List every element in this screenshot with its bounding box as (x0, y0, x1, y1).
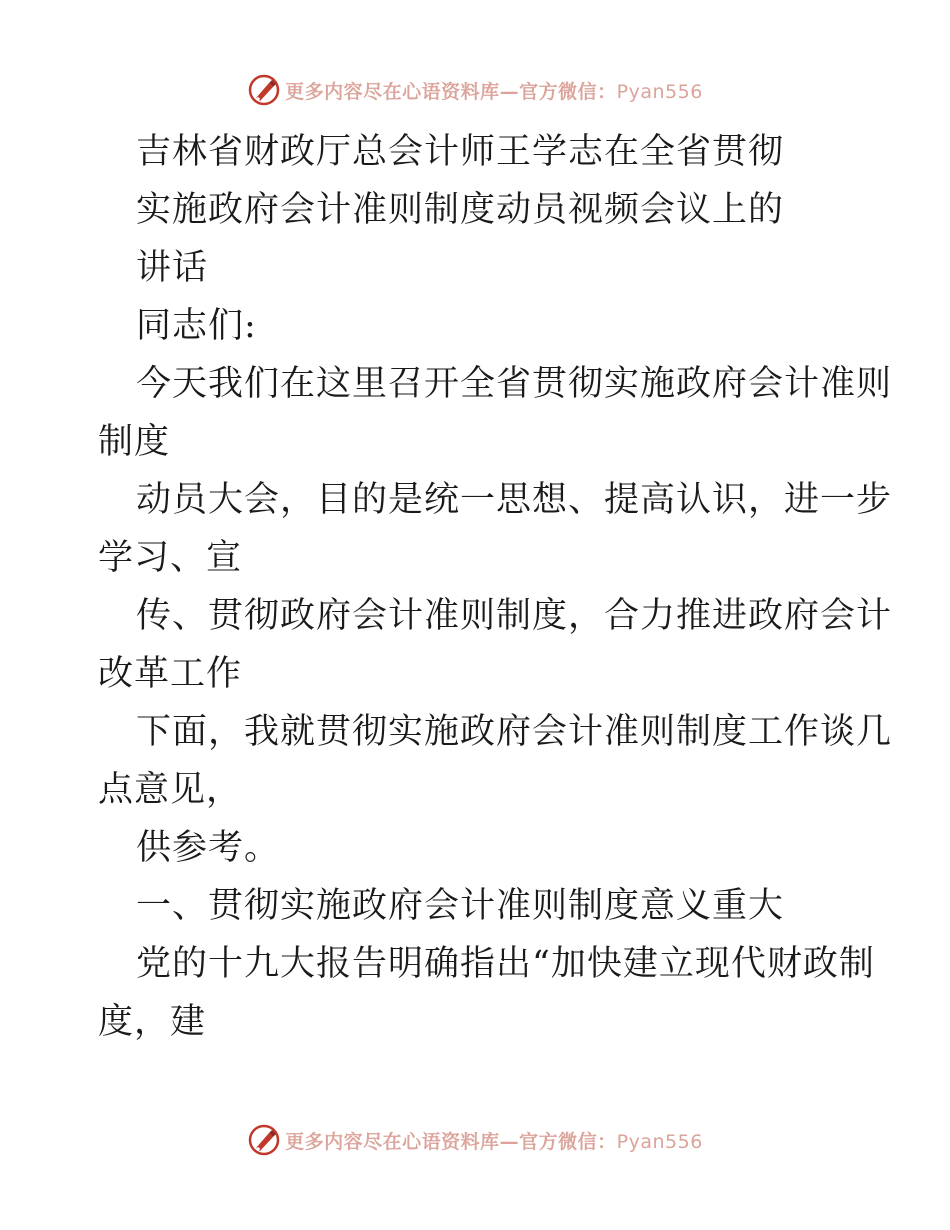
pen-seal-icon (247, 1123, 281, 1157)
title-line-1: 吉林省财政厅总会计师王学志在全省贯彻 (136, 132, 785, 172)
salutation: 同志们: (136, 306, 257, 346)
footer-watermark (0, 1122, 950, 1158)
paragraph-line: 党的十九大报告明确指出“加快建立现代财政制 (136, 944, 875, 984)
section-heading: 一、贯彻实施政府会计准则制度意义重大 (136, 886, 785, 926)
header-watermark (0, 72, 950, 108)
watermark-text: 更多内容尽在心语资料库—官方微信：Pyan556 (285, 1130, 703, 1153)
pen-seal-icon (247, 73, 281, 107)
paragraph-line: 点意见， (98, 770, 243, 810)
title-line-3: 讲话 (136, 248, 209, 288)
paragraph-line: 改革工作 (98, 654, 243, 694)
title-line-2: 实施政府会计准则制度动员视频会议上的 (136, 190, 785, 230)
paragraph-line: 学习、宣 (98, 538, 243, 578)
paragraph-line: 度，建 (98, 1002, 207, 1042)
paragraph-line: 动员大会，目的是统一思想、提高认识，进一步 (136, 480, 893, 520)
paragraph-line: 下面，我就贯彻实施政府会计准则制度工作谈几 (136, 712, 893, 752)
paragraph-line: 传、贯彻政府会计准则制度，合力推进政府会计 (136, 596, 893, 636)
paragraph-line: 制度 (98, 422, 171, 462)
watermark-text: 更多内容尽在心语资料库—官方微信：Pyan556 (285, 80, 703, 103)
paragraph-line: 供参考。 (136, 828, 281, 868)
paragraph-line: 今天我们在这里召开全省贯彻实施政府会计准则 (136, 364, 893, 404)
